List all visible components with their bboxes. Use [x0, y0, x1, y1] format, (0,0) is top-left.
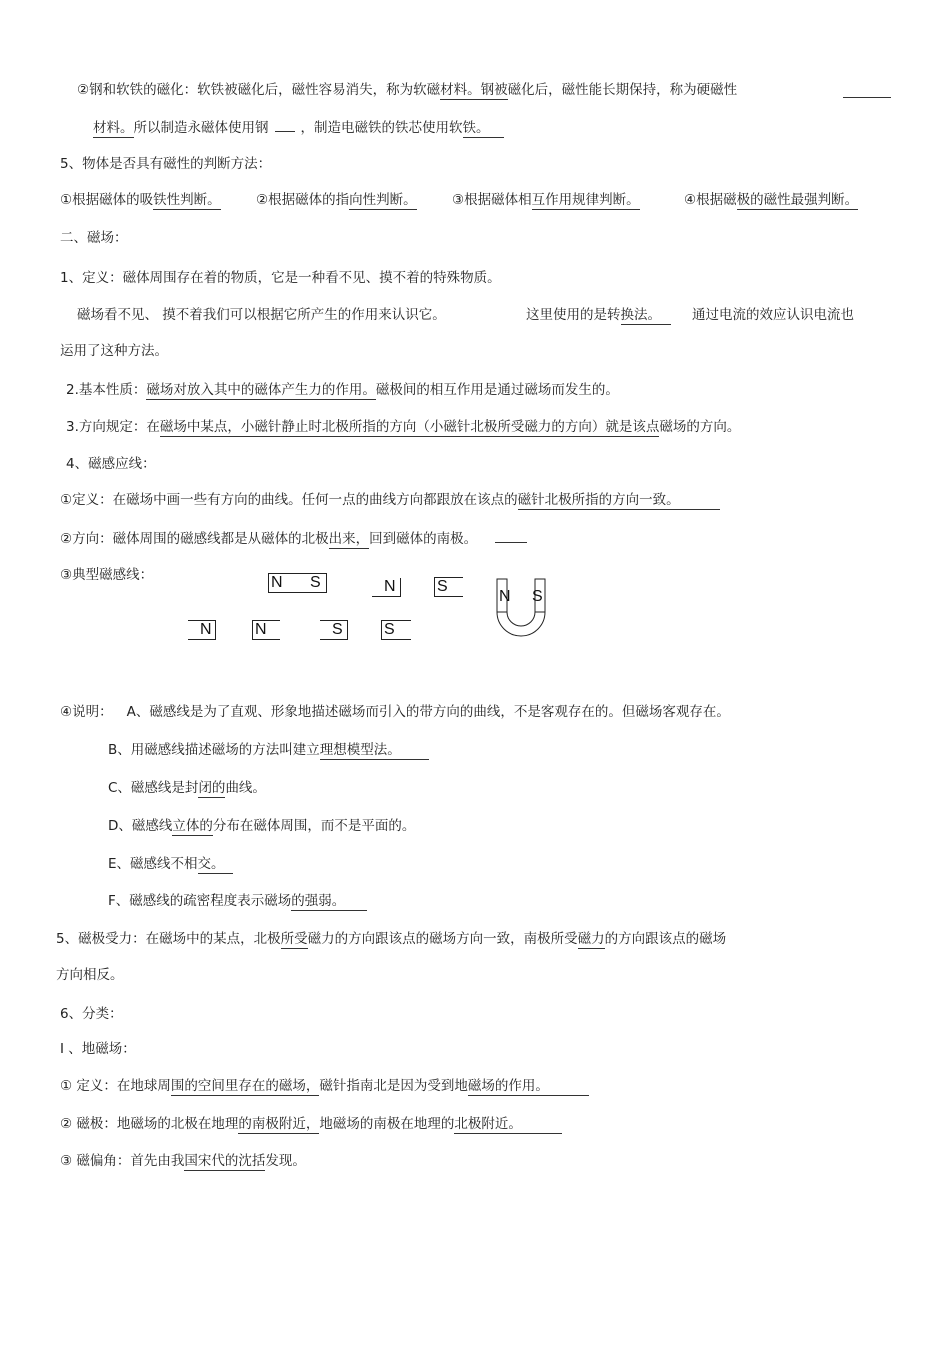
magnet-south-end — [320, 620, 348, 640]
note-a — [60, 703, 730, 721]
note-b — [108, 741, 429, 759]
text: ②根据磁体的指 — [256, 192, 350, 208]
answer-blank: 的南极附近， — [238, 1116, 320, 1132]
text: ③ 磁偏角：首先由我 — [60, 1153, 185, 1169]
text: 回到磁体的南极。 — [369, 531, 478, 547]
answer-blank: 立体的 — [172, 818, 213, 834]
field-note-current: 通过电流的效应认识电流也 — [692, 307, 854, 323]
text: 这里使用的是转 — [526, 307, 621, 323]
answer-blank-empty — [275, 117, 295, 132]
answer-blank: 所受 — [280, 931, 308, 947]
answer-blank: 围的空间里存在的磁场， — [170, 1078, 320, 1094]
answer-blank: 出来， — [328, 531, 370, 547]
text: ④根据磁 — [684, 192, 737, 208]
magnet-north-end — [372, 578, 401, 597]
judge-method-4 — [684, 191, 858, 209]
answer-blank: 材料。钢被 — [440, 82, 508, 98]
text: 磁化后，磁性能长期保持，称为硬磁性 — [507, 82, 738, 98]
judge-title: 5、物体是否具有磁性的判断方法： — [60, 156, 272, 172]
pole-force-line2: 方向相反。 — [56, 967, 124, 983]
answer-blank: 闭的 — [198, 780, 226, 796]
field-definition: 1、定义：磁体周围存在着的物质，它是一种看不见、摸不着的特殊物质。 — [60, 270, 501, 286]
text: ④说明： — [60, 704, 113, 720]
field-note-conversion — [526, 306, 671, 324]
judge-method-1 — [60, 191, 221, 209]
field-lines-definition — [60, 491, 720, 509]
note-c — [108, 779, 266, 797]
magnet-south-end — [381, 620, 411, 640]
text: ，制造电磁铁的铁芯使用软 — [300, 120, 463, 136]
answer-blank: 磁场中某点，小磁针静止时北极所指的方向（小磁针北极所受磁力的方向）就是该点 — [159, 419, 660, 435]
field-lines-direction — [60, 528, 527, 548]
text: ① 定义：在地球周 — [60, 1078, 171, 1094]
field-lines-title: 4、磁感应线： — [66, 456, 156, 472]
text: 磁极间的相互作用是通过磁场而发生的。 — [375, 382, 619, 398]
note-e — [108, 855, 233, 873]
south-pole-label: S — [532, 588, 543, 605]
text: 2.基本性质： — [66, 382, 147, 398]
geo-definition — [60, 1077, 589, 1095]
text: 所以制造永磁体使用钢 — [133, 120, 269, 136]
magnet-south-end — [434, 577, 463, 597]
note-f — [108, 892, 367, 910]
answer-blank: 极的磁性最强判断。 — [736, 192, 859, 208]
text: 的方向跟该点的磁场 — [604, 931, 727, 947]
answer-blank: 磁场的作用。 — [468, 1078, 589, 1096]
text: ①定义：在磁场中画一些有方向的曲线。任何一点的曲线方向都跟放在该点的 — [60, 492, 518, 508]
text: D、磁感线 — [108, 818, 173, 834]
geomagnetic-heading: Ⅰ 、地磁场： — [60, 1041, 136, 1057]
geo-declination — [60, 1152, 306, 1170]
text: 3.方向规定：在 — [66, 419, 160, 435]
text: 针指南北是因为受到地 — [332, 1078, 468, 1094]
south-pole-label: S — [384, 621, 395, 638]
field-direction-rule — [66, 418, 740, 436]
geo-poles — [60, 1115, 562, 1133]
field-note-line1 — [77, 306, 446, 324]
note-d — [108, 817, 415, 835]
text: E、磁感线不相 — [108, 856, 198, 872]
answer-blank: 理想模型法。 — [320, 742, 429, 760]
text: ③根据磁体相 — [452, 192, 532, 208]
answer-blank: 向性判断。 — [349, 192, 417, 208]
text: ①根据磁体的吸 — [60, 192, 154, 208]
south-pole-label: S — [310, 574, 321, 591]
field-note-line2: 运用了这种方法。 — [60, 343, 168, 359]
north-pole-label: N — [271, 574, 283, 591]
text: 曲线。 — [225, 780, 266, 796]
magnet-north-end — [188, 620, 216, 640]
answer-blank: 北极附近。 — [454, 1116, 562, 1134]
answer-blank: 铁性判断。 — [153, 192, 221, 208]
text: 分布在磁体周围，而不是平面的。 — [212, 818, 416, 834]
typical-field-lines-label: ③典型磁感线： — [60, 567, 154, 583]
answer-blank: 材料。 — [93, 120, 134, 136]
text: 5、磁极受力：在磁场中的某点，北极 — [56, 931, 281, 947]
magnet-north-end — [252, 620, 280, 640]
answer-blank: 的强弱。 — [291, 893, 367, 911]
text: 磁场的方向。 — [659, 419, 741, 435]
answer-blank-empty — [495, 528, 527, 543]
text: ② 磁极：地磁场的北极在地理 — [60, 1116, 239, 1132]
bar-magnet — [268, 573, 327, 593]
classify-title: 6、分类： — [60, 1006, 123, 1022]
answer-blank: 铁。 — [463, 120, 504, 138]
text: 发现。 — [265, 1153, 306, 1169]
judge-method-2 — [256, 191, 417, 209]
text: F、磁感线的疏密程度表示磁场 — [108, 893, 292, 909]
answer-blank: 换法。 — [621, 307, 672, 325]
text: 地磁场的南极在地理的 — [319, 1116, 455, 1132]
text: B、用磁感线描述磁场的方法叫建立 — [108, 742, 320, 758]
text: A、磁感线是为了直观、形象地描述磁场而引入的带方向的曲线，不是客观存在的。但磁场客观存在。 — [126, 704, 730, 720]
text: ②钢和软铁的磁化：软铁被磁化后，磁性容易消失，称为软磁 — [77, 82, 441, 98]
north-pole-label: N — [255, 621, 267, 638]
answer-blank-empty — [843, 83, 891, 98]
field-basic-property — [66, 381, 619, 399]
text: 磁 — [319, 1078, 333, 1094]
pole-force-line1 — [56, 930, 726, 948]
north-pole-label: N — [200, 621, 212, 638]
answer-blank: 磁针北极所指的方向一致。 — [518, 492, 720, 510]
south-pole-label: S — [332, 621, 343, 638]
answer-blank: 国宋代的沈括 — [184, 1153, 266, 1169]
text: 磁场看不见、 摸不着我们可以根据它所产生的作用来认识它。 — [77, 307, 446, 323]
section-heading-field: 二、磁场： — [60, 230, 128, 246]
text: ②方向：磁体周围的磁感线都是从磁体的北极 — [60, 531, 329, 547]
text: C、磁感线是封 — [108, 780, 199, 796]
text: 磁力的方向跟该点的磁场方向一致，南极所受 — [307, 931, 578, 947]
north-pole-label: N — [499, 588, 511, 605]
answer-blank: 交。 — [198, 856, 233, 874]
south-pole-label: S — [437, 578, 448, 595]
north-pole-label: N — [384, 578, 396, 595]
answer-blank: 磁场对放入其中的磁体产生力的作用。 — [146, 382, 376, 398]
soft-iron-steel-line1 — [77, 81, 737, 99]
answer-blank: 磁力 — [577, 931, 605, 947]
answer-blank: 互作用规律判断。 — [531, 192, 640, 208]
judge-method-3 — [452, 191, 640, 209]
soft-iron-steel-line2 — [93, 117, 504, 137]
